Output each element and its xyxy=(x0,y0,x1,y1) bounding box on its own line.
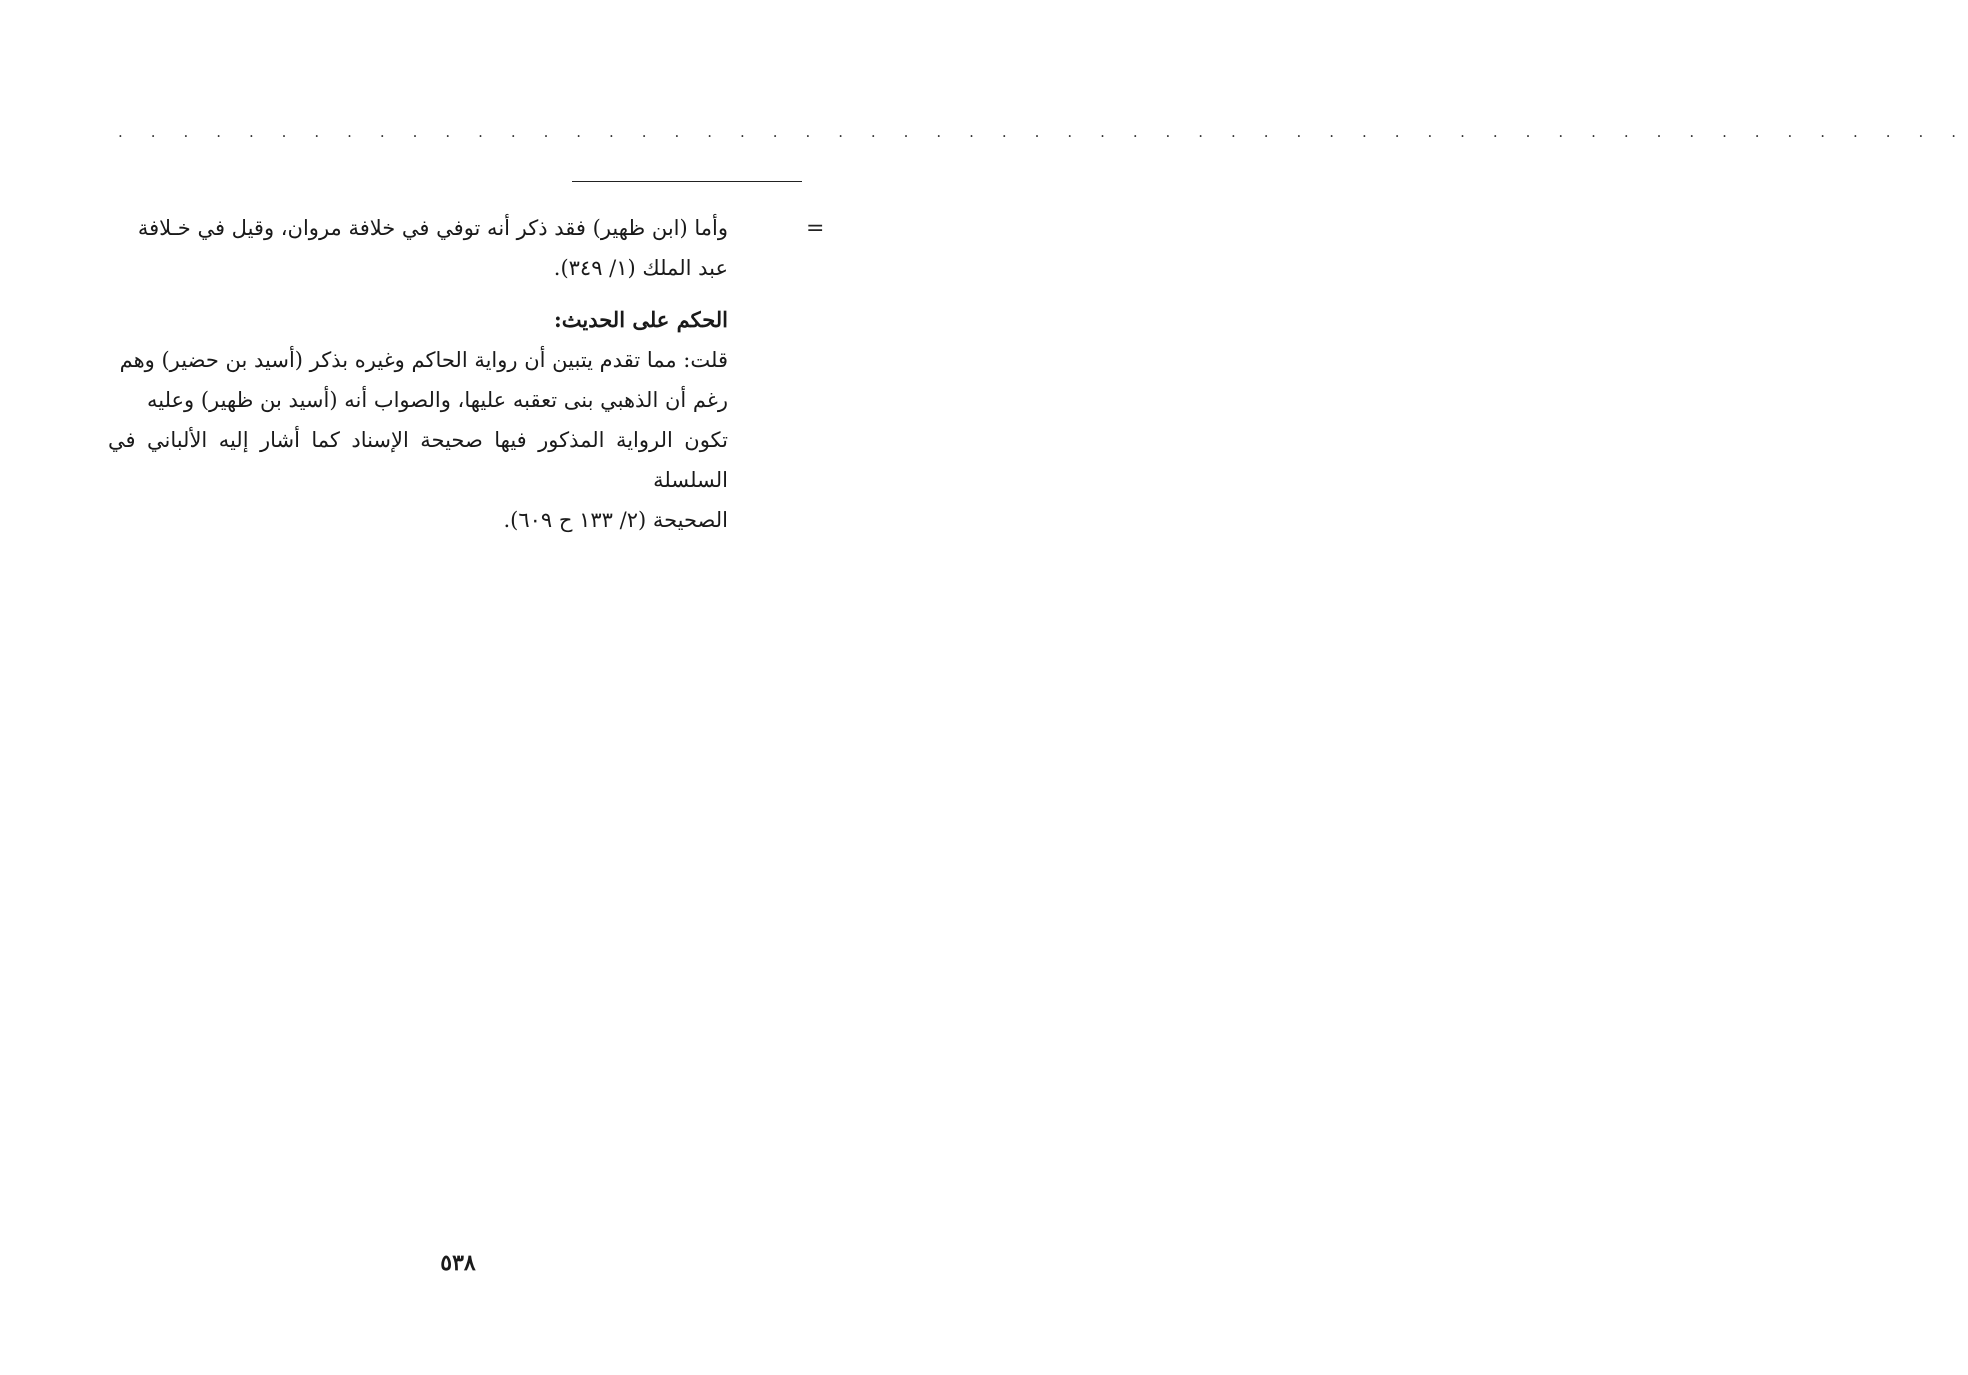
footnote-paragraph xyxy=(108,208,728,288)
body-line: الصحيحة (٢/ ١٣٣ ح ٦٠٩). xyxy=(503,508,728,532)
footnote-line: وأما (ابن ظهير) فقد ذكر أنه توفي في خلافة مروان، وقيل في خـلافة xyxy=(137,216,728,240)
continuation-mark: = xyxy=(806,216,825,241)
section-heading: الحكم على الحديث: xyxy=(554,307,728,332)
body-line: رغم أن الذهبي بنى تعقبه عليها، والصواب أنه (أسيد بن ظهير) وعليه xyxy=(146,388,728,412)
body-line: تكون الرواية المذكور فيها صحيحة الإسناد كما أشار إليه الألباني في السلسلة xyxy=(108,428,728,492)
footnote-rule xyxy=(572,181,802,182)
body-paragraph xyxy=(108,340,728,540)
body-line: قلت: مما تقدم يتبين أن رواية الحاكم وغيره بذكر (أسيد بن حضير) وهم xyxy=(119,348,728,372)
dotted-separator: . . . . . . . . . . . . . . . . . . . . . . . . . . . . . . . . . . . . . . . . . . . . . . . . . . . . . . . . . xyxy=(118,123,1968,141)
footnote-line: عبد الملك (١/ ٣٤٩). xyxy=(553,256,728,280)
page-number: ٥٣٨ xyxy=(440,1250,476,1276)
